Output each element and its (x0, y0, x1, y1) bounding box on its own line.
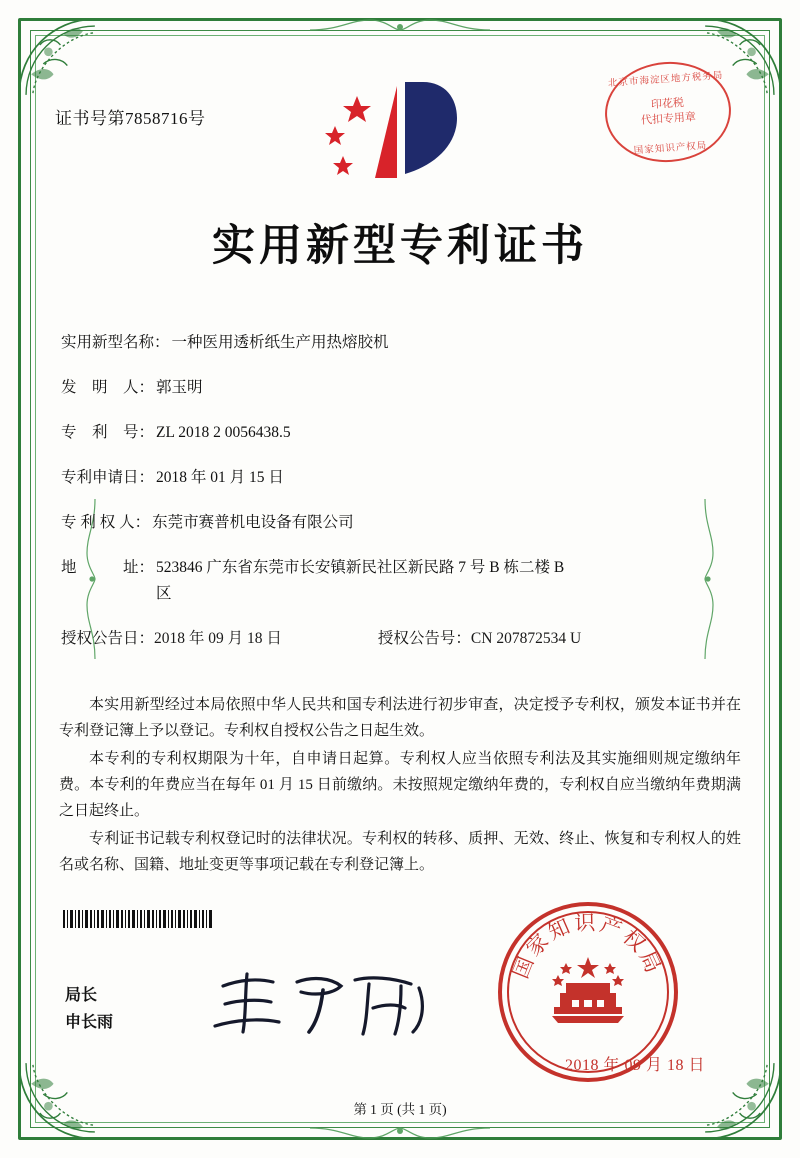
paragraph-3: 专利证书记载专利权登记时的法律状况。专利权的转移、质押、无效、终止、恢复和专利权人的姓名或名称、国籍、地址变更等事项记载在专利登记簿上。 (59, 831, 741, 873)
field-value-inventor: 郭玉明 (156, 379, 203, 396)
field-value-patent-number: ZL 2018 2 0056438.5 (156, 424, 291, 441)
grant-number-group (378, 628, 581, 649)
field-value-grant-number: CN 207872534 U (470, 630, 582, 647)
field-label-application-date: 专利申请日： (61, 469, 155, 486)
legal-text (59, 692, 741, 880)
seal-date: 2018 年 09 月 18 日 (564, 1057, 705, 1074)
certificate-number: 证书号第7858716号 (55, 109, 206, 128)
field-value-address (154, 557, 745, 604)
paragraph-2: 本专利的专利权期限为十年，自申请日起算。专利权人应当依照专利法及其实施细则规定缴纳年费。本专利的年费应当在每年 01 月 15 日前缴纳。未按照规定缴纳年费的，专利权自应当缴纳年费期满之日起终止。 (59, 751, 741, 819)
field-row (61, 557, 745, 604)
director-label: 局长 (65, 987, 98, 1004)
field-row (61, 467, 745, 488)
field-list (61, 332, 745, 673)
tax-stamp-arc-bottom: 国家知识产权局 (633, 141, 708, 157)
field-value-utility-model-name: 一种医用透析纸生产用热熔胶机 (171, 334, 389, 351)
tax-stamp (602, 58, 735, 167)
field-row-grant (61, 628, 745, 649)
tax-stamp-arc-top: 北京市海淀区地方税务局 (607, 71, 724, 90)
paragraph-1: 本实用新型经过本局依照中华人民共和国专利法进行初步审查，决定授予专利权，颁发本证书并在专利登记簿上予以登记。专利权自授权公告之日起生效。 (59, 697, 741, 739)
address-line-2: 区 (156, 585, 172, 602)
field-label-patentee: 专 利 权 人： (61, 514, 151, 531)
field-label-inventor: 发 明 人： (61, 379, 155, 396)
field-label-grant-number: 授权公告号： (377, 630, 471, 647)
field-label-grant-date: 授权公告日： (61, 630, 155, 647)
field-value-grant-date: 2018 年 09 月 18 日 (154, 630, 282, 647)
tax-stamp-center (640, 95, 697, 129)
handwritten-signature-icon (205, 964, 435, 1044)
page-title: 实用新型专利证书 (212, 221, 588, 271)
barcode-icon (63, 910, 215, 928)
page-footer: 第 1 页 (共 1 页) (353, 1102, 447, 1117)
field-row (61, 512, 745, 533)
field-value-application-date: 2018 年 01 月 15 日 (156, 469, 284, 486)
field-row (61, 377, 745, 398)
certificate-content (55, 52, 745, 1117)
field-row (61, 332, 745, 353)
field-value-patentee: 东莞市赛普机电设备有限公司 (152, 514, 354, 531)
tax-stamp-line1: 印花税 (650, 96, 685, 112)
field-label-patent-number: 专 利 号： (61, 424, 155, 441)
tax-stamp-line2: 代扣专用章 (640, 111, 697, 127)
director-block (65, 982, 113, 1036)
director-name: 申长雨 (65, 1014, 114, 1031)
field-row (61, 422, 745, 443)
svg-text:国家知识产权局: 国家知识产权局 (508, 910, 667, 982)
field-label-utility-model-name: 实用新型名称： (61, 334, 170, 351)
field-label-address: 地 址： (61, 559, 155, 576)
cnipa-logo-icon (305, 74, 495, 189)
edge-ornament-icon (310, 16, 490, 36)
edge-ornament-icon (310, 1122, 490, 1142)
address-line-1: 523846 广东省东莞市长安镇新民社区新民路 7 号 B 栋二楼 B (156, 559, 565, 576)
